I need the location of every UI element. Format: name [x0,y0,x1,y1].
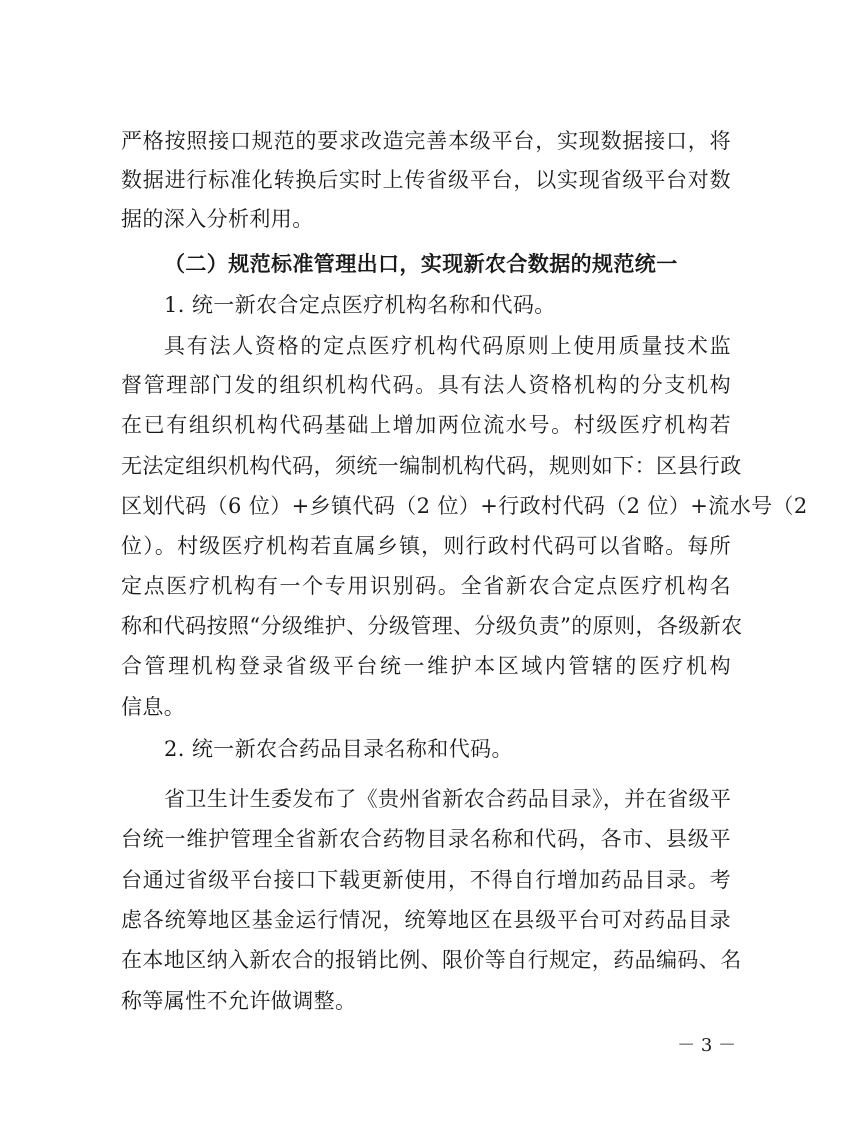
body-line: 称和代码按照“分级维护、分级管理、分级负责”的原则，各级新农 [121,614,743,638]
body-line: 虑各统筹地区基金运行情况，统筹地区在县级平台可对药品目录 [121,908,731,932]
body-line: 信息。 [121,695,186,719]
body-line: 督管理部门发的组织机构代码。具有法人资格机构的分支机构 [121,373,731,397]
body-line: 称等属性不允许做调整。 [121,989,357,1013]
body-line: 在已有组织机构代码基础上增加两位流水号。村级医疗机构若 [121,413,731,437]
body-line: 据的深入分析利用。 [121,207,314,231]
body-line: 台统一维护管理全省新农合药物目录名称和代码，各市、县级平 [121,827,731,851]
body-line: 具有法人资格的定点医疗机构代码原则上使用质量技术监 [164,334,731,358]
body-line: 合管理机构登录省级平台统一维护本区域内管辖的医疗机构 [121,654,731,678]
body-line: 严格按照接口规范的要求改造完善本级平台，实现数据接口，将 [121,129,731,153]
subsection-heading: 1. 统一新农合定点医疗机构名称和代码。 [164,293,556,317]
body-line: 无法定组织机构代码，须统一编制机构代码，规则如下：区县行政 [121,454,742,478]
subsection-heading: 2. 统一新农合药品目录名称和代码。 [164,737,513,761]
body-line: 位）。村级医疗机构若直属乡镇，则行政村代码可以省略。每所 [121,534,731,558]
body-line: 数据进行标准化转换后实时上传省级平台，以实现省级平台对数 [121,168,731,192]
body-line: 区划代码（6 位）+乡镇代码（2 位）+行政村代码（2 位）+流水号（2 [121,494,808,518]
section-heading: （二）规范标准管理出口，实现新农合数据的规范统一 [164,251,678,276]
page-number: － 3 － [677,1035,736,1056]
body-line: 省卫生计生委发布了《贵州省新农合药品目录》，并在省级平 [164,787,732,811]
body-line: 台通过省级平台接口下载更新使用，不得自行增加药品目录。考 [121,868,731,892]
body-line: 在本地区纳入新农合的报销比例、限价等自行规定，药品编码、名 [121,948,742,972]
body-line: 定点医疗机构有一个专用识别码。全省新农合定点医疗机构名 [121,574,731,598]
